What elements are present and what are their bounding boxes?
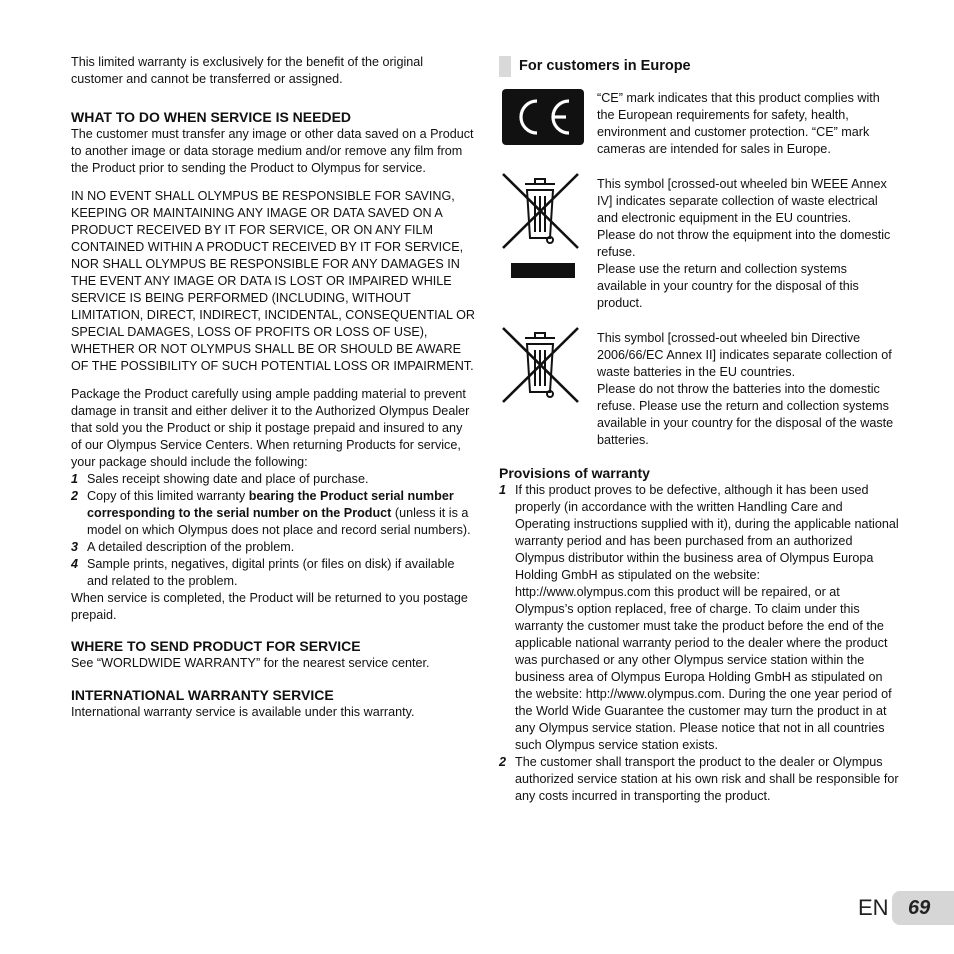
international-text: International warranty service is available under this warranty. [71,705,415,719]
item-number: 3 [71,540,79,554]
weee-text-1: This symbol [crossed-out wheeled bin WEEE Annex IV] indicates separate collection of waste electrical and electronic equipment in the EU countries. [597,177,887,225]
battery-text-1: This symbol [crossed-out wheeled bin Directive 2006/66/EC Annex II] indicates separate collection of waste batteries in the EU countries. [597,331,892,379]
item-text: Copy of this limited warranty [87,489,249,503]
weee-text-3: Please use the return and collection systems available in your country for the disposal of this product. [597,262,859,310]
item-text: If this product proves to be defective, although it has been used properly (in accordance with the written Handling Care and Operating instructions supplied with it), during the applicable national warranty period and has been purchased from an authorized Olympus distributor within the business area of Olympus Europa Holding GmbH as stipulated on the website: http://www.olympus.com this product will be repaired, or at Olympus’s option replaced, free of charge. To claim under this warranty the customer must take the product before the end of the applicable national warranty period to the dealer where the product was purchased or any other Olympus service station within the business area of Olympus Europa Holding GmbH as stipulated on the website: http://www.olympus.com. During the one year period of the World Wide Guarantee the customer may turn the product in at any Olympus service station. Please notice that not in all countries such Olympus service station exists. [515,483,899,752]
service-items-list [71,471,475,590]
ce-block [499,90,899,158]
item-number: 2 [499,755,507,769]
item-number: 1 [71,472,79,486]
item-number: 4 [71,557,79,571]
provisions-list [499,482,899,805]
item-text-end: (unless it is a model on which Olympus does not place and record serial numbers). [87,506,471,537]
service-heading: WHAT TO DO WHEN SERVICE IS NEEDED [71,109,352,125]
crossed-out-wheeled-bin-icon [499,322,589,412]
page-footer [834,891,954,925]
europe-heading: For customers in Europe [519,58,691,74]
item-number: 2 [71,489,79,503]
item-number: 1 [499,483,507,497]
item-bold-text: bearing the Product serial number corresponding to the serial number on the Product [87,489,454,520]
where-heading: WHERE TO SEND PRODUCT FOR SERVICE [71,638,361,654]
list-item [499,754,899,805]
return-paragraph: When service is completed, the Product will be returned to you postage prepaid. [71,591,468,622]
left-column [71,54,475,721]
where-text: See “WORLDWIDE WARRANTY” for the nearest service center. [71,656,430,670]
weee-block [499,176,899,312]
provisions-heading: Provisions of warranty [499,465,650,481]
item-text: Sample prints, negatives, digital prints (or files on disk) if available and related to the problem. [87,557,455,588]
europe-heading-block [499,56,899,78]
crossed-out-wheeled-bin-icon [499,168,589,280]
right-column [499,56,899,805]
liability-paragraph: IN NO EVENT SHALL OLYMPUS BE RESPONSIBLE FOR SAVING, KEEPING OR MAINTAINING ANY IMAGE OR DATA SAVED ON A PRODUCT RECEIVED BY IT FOR SERVICE, OR ON ANY FILM CONTAINED WITHIN A PRODUCT RECEIVED BY IT FOR SERVICE, NOR SHALL OLYMPUS BE RESPONSIBLE FOR ANY DAMAGES IN THE EVENT ANY IMAGE OR DATA IS LOST OR IMPAIRED WHILE SERVICE IS BEING PERFORMED (INCLUDING, WITHOUT LIMITATION, DIRECT, INDIRECT, INCIDENTAL, CONSEQUENTIAL OR SPECIAL DAMAGES, LOSS OF PROFITS OR LOSS OF USE), WHETHER OR NOT OLYMPUS SHALL BE OR SHOULD BE AWARE OF THE POSSIBILITY OF SUCH POTENTIAL LOSS OR IMPAIRMENT. [71,189,475,373]
language-label: EN [858,895,889,920]
packaging-paragraph: Package the Product carefully using ample padding material to prevent damage in transit and either deliver it to the Authorized Olympus Dealer that sold you the Product or ship it postage prepaid and insured to any of our Olympus Service Centers. When returning Products for service, your package should include the following: [71,387,470,469]
battery-text-2: Please do not throw the batteries into the domestic refuse. Please use the return and collection systems available in your country for the disposal of the waste batteries. [597,382,894,447]
intro-paragraph: This limited warranty is exclusively for the benefit of the original customer and cannot be transferred or assigned. [71,55,424,86]
list-item [71,556,475,590]
item-text: The customer shall transport the product to the dealer or Olympus authorized service station at his own risk and shall be responsible for any costs incurred in transporting the product. [515,755,899,803]
list-item [71,488,475,539]
service-paragraph-1: The customer must transfer any image or other data saved on a Product to another image or data storage medium and/or remove any film from the Product prior to sending the Product to Olympus for service. [71,127,474,175]
weee-text-2: Please do not throw the equipment into the domestic refuse. [597,228,891,259]
battery-block [499,330,899,449]
item-text: A detailed description of the problem. [87,540,295,554]
ce-text: “CE” mark indicates that this product complies with the European requirements for safety, health, environment and customer protection. “CE” mark cameras are intended for sales in Europe. [597,91,880,156]
list-item [499,482,899,754]
international-heading: INTERNATIONAL WARRANTY SERVICE [71,687,334,703]
heading-marker-bar [499,56,511,77]
ce-mark-icon [499,88,585,146]
page-number: 69 [908,897,931,919]
list-item [71,471,475,488]
list-item [71,539,475,556]
page-number-tab [892,891,954,925]
item-text: Sales receipt showing date and place of purchase. [87,472,369,486]
